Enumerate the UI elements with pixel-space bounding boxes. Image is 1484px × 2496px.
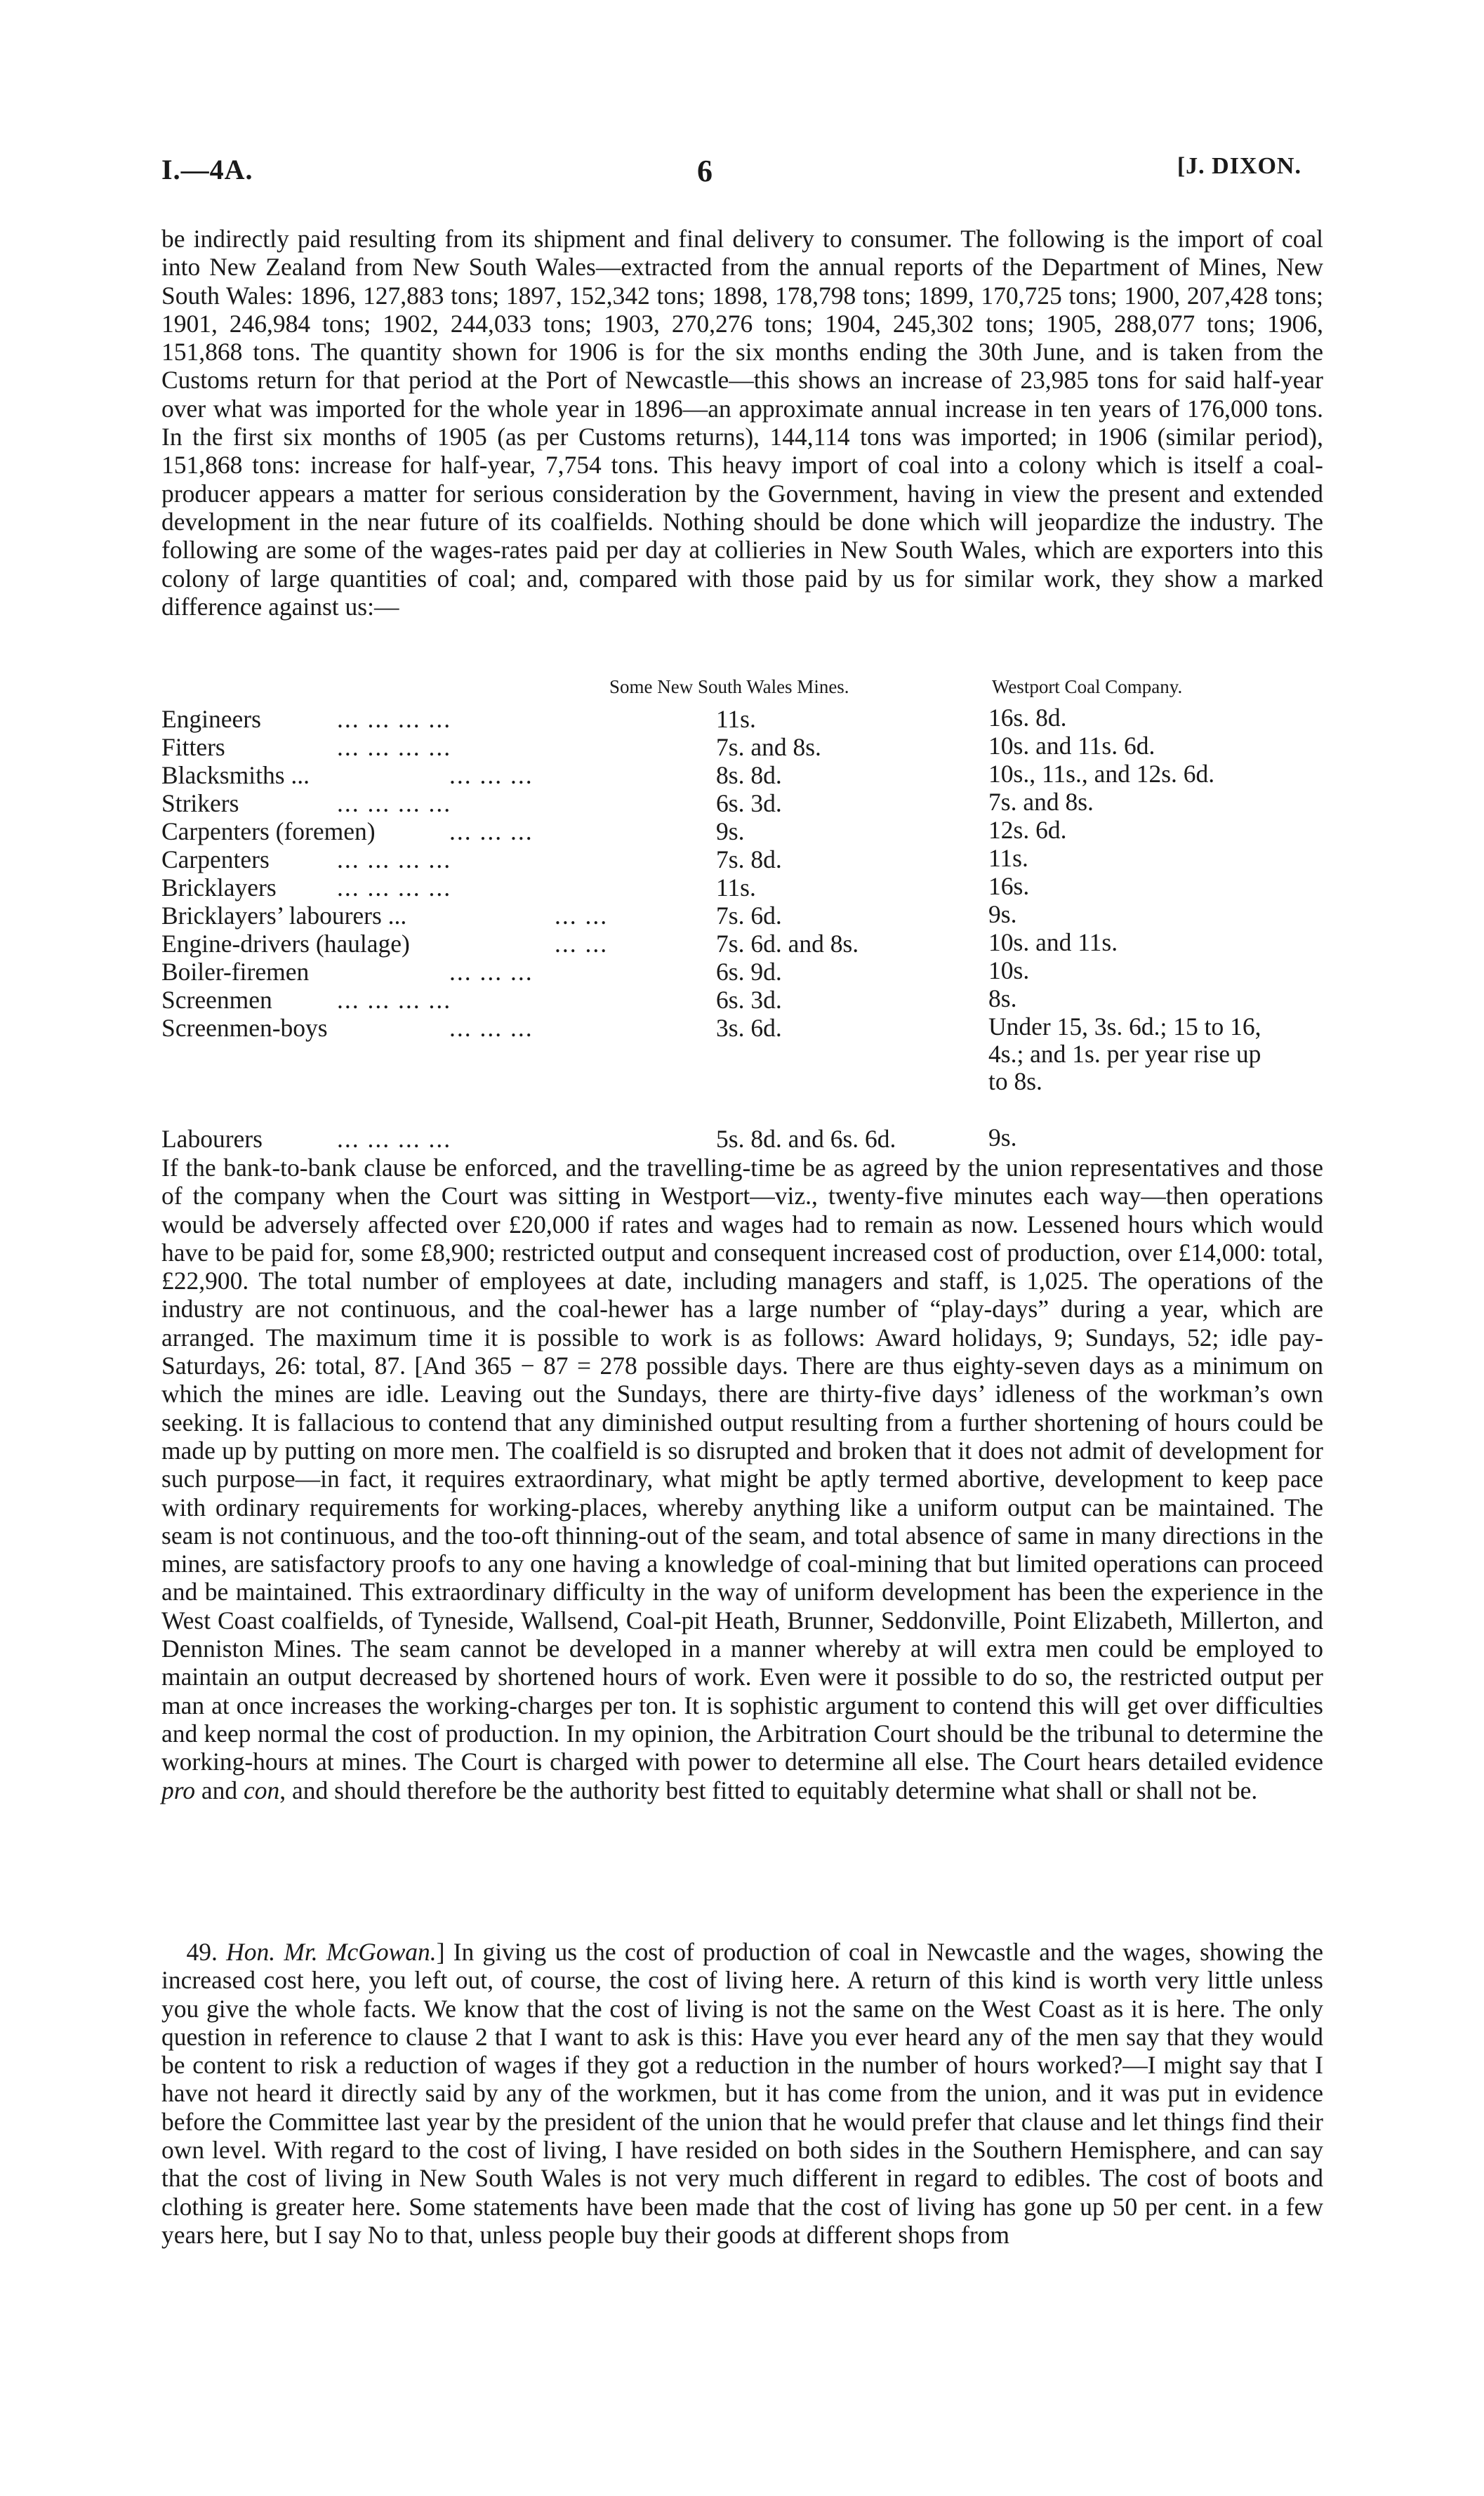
table-row bbox=[161, 704, 1323, 732]
nsw-rate: 11s. bbox=[716, 705, 756, 733]
speaker-name: Hon. Mr. McGowan. bbox=[226, 1938, 437, 1966]
westport-rate: 11s. bbox=[988, 844, 1028, 872]
leader-dots: ... ... ... ... bbox=[337, 789, 452, 817]
leader-dots: ... ... bbox=[555, 902, 609, 930]
table-row bbox=[161, 1124, 1323, 1152]
leader-dots: ... ... ... bbox=[449, 761, 534, 789]
occupation: Bricklayers’ labourers ... bbox=[161, 902, 407, 930]
westport-rate: 12s. 6d. bbox=[988, 816, 1067, 844]
table-row bbox=[161, 957, 1323, 985]
westport-rate: 8s. bbox=[988, 984, 1017, 1012]
occupation: Bricklayers bbox=[161, 873, 277, 902]
table-row bbox=[161, 985, 1323, 1013]
paragraph-question-49 bbox=[161, 1938, 1323, 2249]
question-number: 49. bbox=[186, 1938, 218, 1966]
paragraph-bank-to-bank bbox=[161, 1154, 1323, 1804]
leader-dots: ... ... ... ... bbox=[337, 705, 452, 733]
leader-dots: ... ... ... ... bbox=[337, 986, 452, 1014]
nsw-rate: 7s. and 8s. bbox=[716, 733, 821, 761]
westport-rate: 10s. bbox=[988, 956, 1030, 984]
westport-rate: 16s. 8d. bbox=[988, 704, 1067, 732]
nsw-rate: 9s. bbox=[716, 817, 745, 845]
page-number: 6 bbox=[697, 154, 713, 188]
leader-dots: ... ... ... ... bbox=[337, 845, 452, 873]
table-row bbox=[161, 788, 1323, 817]
occupation: Screenmen-boys bbox=[161, 1014, 328, 1042]
occupation: Screenmen bbox=[161, 986, 272, 1014]
nsw-rate: 7s. 6d. bbox=[716, 902, 782, 930]
column-header-nsw: Some New South Wales Mines. bbox=[609, 676, 849, 697]
leader-dots: ... ... bbox=[555, 930, 609, 958]
column-header-westport: Westport Coal Company. bbox=[992, 676, 1183, 697]
nsw-rate: 11s. bbox=[716, 873, 756, 902]
table-row bbox=[161, 732, 1323, 760]
leader-dots: ... ... ... bbox=[449, 817, 534, 845]
leader-dots: ... ... ... ... bbox=[337, 1125, 452, 1153]
document-reference: I.—4A. bbox=[161, 154, 253, 185]
nsw-rate: 6s. 9d. bbox=[716, 958, 782, 986]
table-row bbox=[161, 817, 1323, 845]
leader-dots: ... ... ... ... bbox=[337, 733, 452, 761]
table-row bbox=[161, 760, 1323, 788]
occupation: Engine-drivers (haulage) bbox=[161, 930, 410, 958]
occupation: Boiler-firemen bbox=[161, 958, 310, 986]
nsw-rate: 8s. 8d. bbox=[716, 761, 782, 789]
nsw-rate: 5s. 8d. and 6s. 6d. bbox=[716, 1125, 896, 1153]
westport-rate: 7s. and 8s. bbox=[988, 788, 1094, 816]
occupation: Fitters bbox=[161, 733, 225, 761]
table-row bbox=[161, 1012, 1323, 1095]
occupation: Engineers bbox=[161, 705, 261, 733]
westport-rate: 10s. and 11s. bbox=[988, 928, 1118, 956]
table-row bbox=[161, 873, 1323, 901]
nsw-rate: 6s. 3d. bbox=[716, 986, 782, 1014]
westport-rate: Under 15, 3s. 6d.; 15 to 16, 4s.; and 1s. per year rise up to 8s. bbox=[988, 1012, 1261, 1095]
occupation: Carpenters bbox=[161, 845, 270, 873]
westport-rate: 9s. bbox=[988, 900, 1017, 928]
nsw-rate: 3s. 6d. bbox=[716, 1014, 782, 1042]
table-row bbox=[161, 929, 1323, 957]
paragraph-text: If the bank-to-bank clause be enforced, and the travelling-time be as agreed by the union representatives and those of the company when the Court was sitting in Westport—viz., twenty-five minutes each way—then operations would be adversely affected over £20,000 if rates and wages had to remain as now. Lessened hours which would have to be paid for, some £8,900; restricted output and consequent increased cost of production, over £14,000: total, £22,900. The total number of employees at date, including managers and staff, is 1,025. The operations of the industry are not continuous, and the coal-hewer has a large number of “play-days” during a year, which are arranged. The maximum time it is possible to work is as follows: Award holidays, 9; Sundays, 52; idle pay-Saturdays, 26: total, 87. [And 365 − 87 = 278 possible days. There are thus eighty-seven days as a minimum on which the mines are idle. Leaving out the Sundays, there are thirty-five days’ idleness of the workman’s own seeking. It is fallacious to contend that any diminished output resulting from a further shortening of hours could be made up by putting on more men. The coalfield is so disrupted and broken that it does not admit of development for such purpose—in fact, it requires extraordinary, what might be aptly termed abortive, development to keep pace with ordinary requirements for working-places, whereby anything like a uniform output can be maintained. The seam is not continuous, and the too-oft thinning-out of the seam, and total absence of same in many directions in the mines, are satisfactory proofs to any one having a knowledge of coal-mining that but limited operations can proceed and be maintained. This extraordinary difficulty in the way of uniform development has been the experience in the West Coast coalfields, of Tyneside, Wallsend, Coal-pit Heath, Brunner, Seddonville, Point Elizabeth, Millerton, and Denniston Mines. The seam cannot be developed in a manner whereby at will extra men could be employed to maintain an output decreased by shortened hours of work. Even were it possible to do so, the restricted output per man at once increases the working-charges per ton. It is sophistic argument to contend this will get over difficulties and keep normal the cost of production. In my opinion, the Arbitration Court should be the tribunal to determine the working-hours at mines. The Court is charged with power to determine all else. The Court hears detailed evidence bbox=[161, 1154, 1323, 1776]
conjunction: and bbox=[201, 1776, 238, 1804]
paragraph-text-end: , and should therefore be the authority best fitted to equitably determine what shall or shall not be. bbox=[279, 1776, 1258, 1804]
paragraph-text: ] In giving us the cost of production of coal in Newcastle and the wages, showing the increased cost here, you left out, of course, the cost of living here. A return of this kind is worth very little unless you give the whole facts. We know that the cost of living is not the same on the West Coast as it is here. The only question in reference to clause 2 that I want to ask is this: Have you ever heard any of the men say that they would be content to risk a reduction of wages if they got a reduction in the number of hours worked?—I might say that I have not heard it directly said by any of the workmen, but it has come from the union, and it was put in evidence before the Committee last year by the president of the union that he would prefer that clause and let things find their own level. With regard to the cost of living, I have resided on both sides in the Southern Hemisphere, and can say that the cost of living in New South Wales is not very much different in regard to edibles. The cost of boots and clothing is greater here. Some statements have been made that the cost of living has gone up 50 per cent. in a few years here, but I say No to that, unless people buy their goods at different shops from bbox=[161, 1938, 1324, 2249]
nsw-rate: 7s. 8d. bbox=[716, 845, 782, 873]
paragraph-coal-imports: be indirectly paid resulting from its shipment and final delivery to consumer. The following is the import of coal into New Zealand from New South Wales—extracted from the annual reports of the Department of Mines, New South Wales: 1896, 127,883 tons; 1897, 152,342 tons; 1898, 178,798 tons; 1899, 170,725 tons; 1900, 207,428 tons; 1901, 246,984 tons; 1902, 244,033 tons; 1903, 270,276 tons; 1904, 245,302 tons; 1905, 288,077 tons; 1906, 151,868 tons. The quantity shown for 1906 is for the six months ending the 30th June, and is taken from the Customs return for that period at the Port of Newcastle—this shows an increase of 23,985 tons for said half-year over what was imported for the whole year in 1896—an approximate annual increase in ten years of 176,000 tons. In the first six months of 1905 (as per Customs returns), 144,114 tons was imported; in 1906 (similar period), 151,868 tons: increase for half-year, 7,754 tons. This heavy import of coal into a colony which is itself a coal-producer appears a matter for serious consideration by the Government, having in view the present and extended development in the near future of its coalfields. Nothing should be done which will jeopardize the industry. The following are some of the wages-rates paid per day at collieries in New South Wales, which are exporters into this colony of large quantities of coal; and, compared with those paid by us for similar work, they show a marked difference against us:— bbox=[161, 225, 1323, 621]
nsw-rate: 6s. 3d. bbox=[716, 789, 782, 817]
westport-rate: 16s. bbox=[988, 872, 1030, 900]
latin-pro: pro bbox=[161, 1776, 195, 1804]
witness-name: [J. DIXON. bbox=[1177, 153, 1301, 179]
westport-rate: 10s., 11s., and 12s. 6d. bbox=[988, 760, 1215, 788]
occupation: Labourers bbox=[161, 1125, 263, 1153]
leader-dots: ... ... ... ... bbox=[337, 873, 452, 902]
occupation: Strikers bbox=[161, 789, 239, 817]
table-row bbox=[161, 845, 1323, 873]
leader-dots: ... ... ... bbox=[449, 1014, 534, 1042]
westport-rate: 9s. bbox=[988, 1123, 1017, 1151]
nsw-rate: 7s. 6d. and 8s. bbox=[716, 930, 859, 958]
table-row bbox=[161, 901, 1323, 929]
westport-rate: 10s. and 11s. 6d. bbox=[988, 732, 1155, 760]
leader-dots: ... ... ... bbox=[449, 958, 534, 986]
occupation: Carpenters (foremen) bbox=[161, 817, 376, 845]
latin-con: con bbox=[244, 1776, 280, 1804]
occupation: Blacksmiths ... bbox=[161, 761, 310, 789]
